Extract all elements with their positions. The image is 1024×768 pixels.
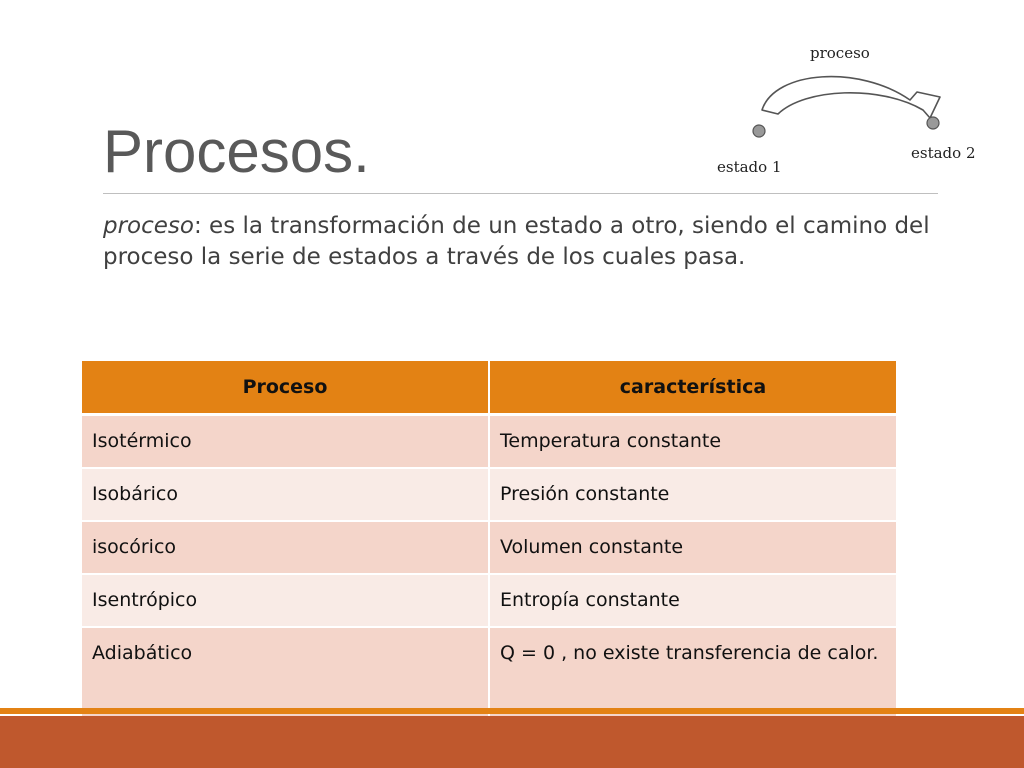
table-row: [81, 627, 897, 717]
header-proceso: Proceso: [81, 360, 489, 415]
process-name-cell: Adiabático: [81, 627, 489, 717]
process-name-cell: Isentrópico: [81, 574, 489, 627]
table-row: [81, 468, 897, 521]
characteristic-cell: Entropía constante: [489, 574, 897, 627]
footer-bar: [0, 716, 1024, 768]
process-name-cell: Isotérmico: [81, 415, 489, 469]
process-table: [80, 359, 898, 718]
process-name-cell: Isobárico: [81, 468, 489, 521]
table-row: [81, 521, 897, 574]
state-1-dot: [753, 125, 765, 137]
table-row: [81, 574, 897, 627]
process-diagram: [700, 30, 1000, 190]
characteristic-cell: Volumen constante: [489, 521, 897, 574]
arrow-label: proceso: [810, 44, 870, 62]
table-header-row: [81, 360, 897, 415]
table-row: [81, 415, 897, 469]
title-divider: [103, 193, 938, 194]
slide-title: Procesos.: [103, 118, 370, 185]
definition-paragraph: [103, 211, 943, 273]
footer-accent-line: [0, 708, 1024, 714]
characteristic-cell: Q = 0 , no existe transferencia de calor.: [489, 627, 897, 717]
process-name-cell: isocórico: [81, 521, 489, 574]
characteristic-cell: Presión constante: [489, 468, 897, 521]
definition-term: proceso: [103, 213, 194, 239]
process-arrow-diagram: [700, 30, 1000, 190]
header-caracteristica: característica: [489, 360, 897, 415]
state-2-dot: [927, 117, 939, 129]
curved-arrow-icon: [762, 77, 940, 118]
characteristic-cell: Temperatura constante: [489, 415, 897, 469]
state-2-label: estado 2: [911, 144, 976, 162]
definition-text: : es la transformación de un estado a otro, siendo el camino del proceso la serie de estados a través de los cuales pasa.: [103, 213, 930, 270]
state-1-label: estado 1: [717, 158, 782, 176]
